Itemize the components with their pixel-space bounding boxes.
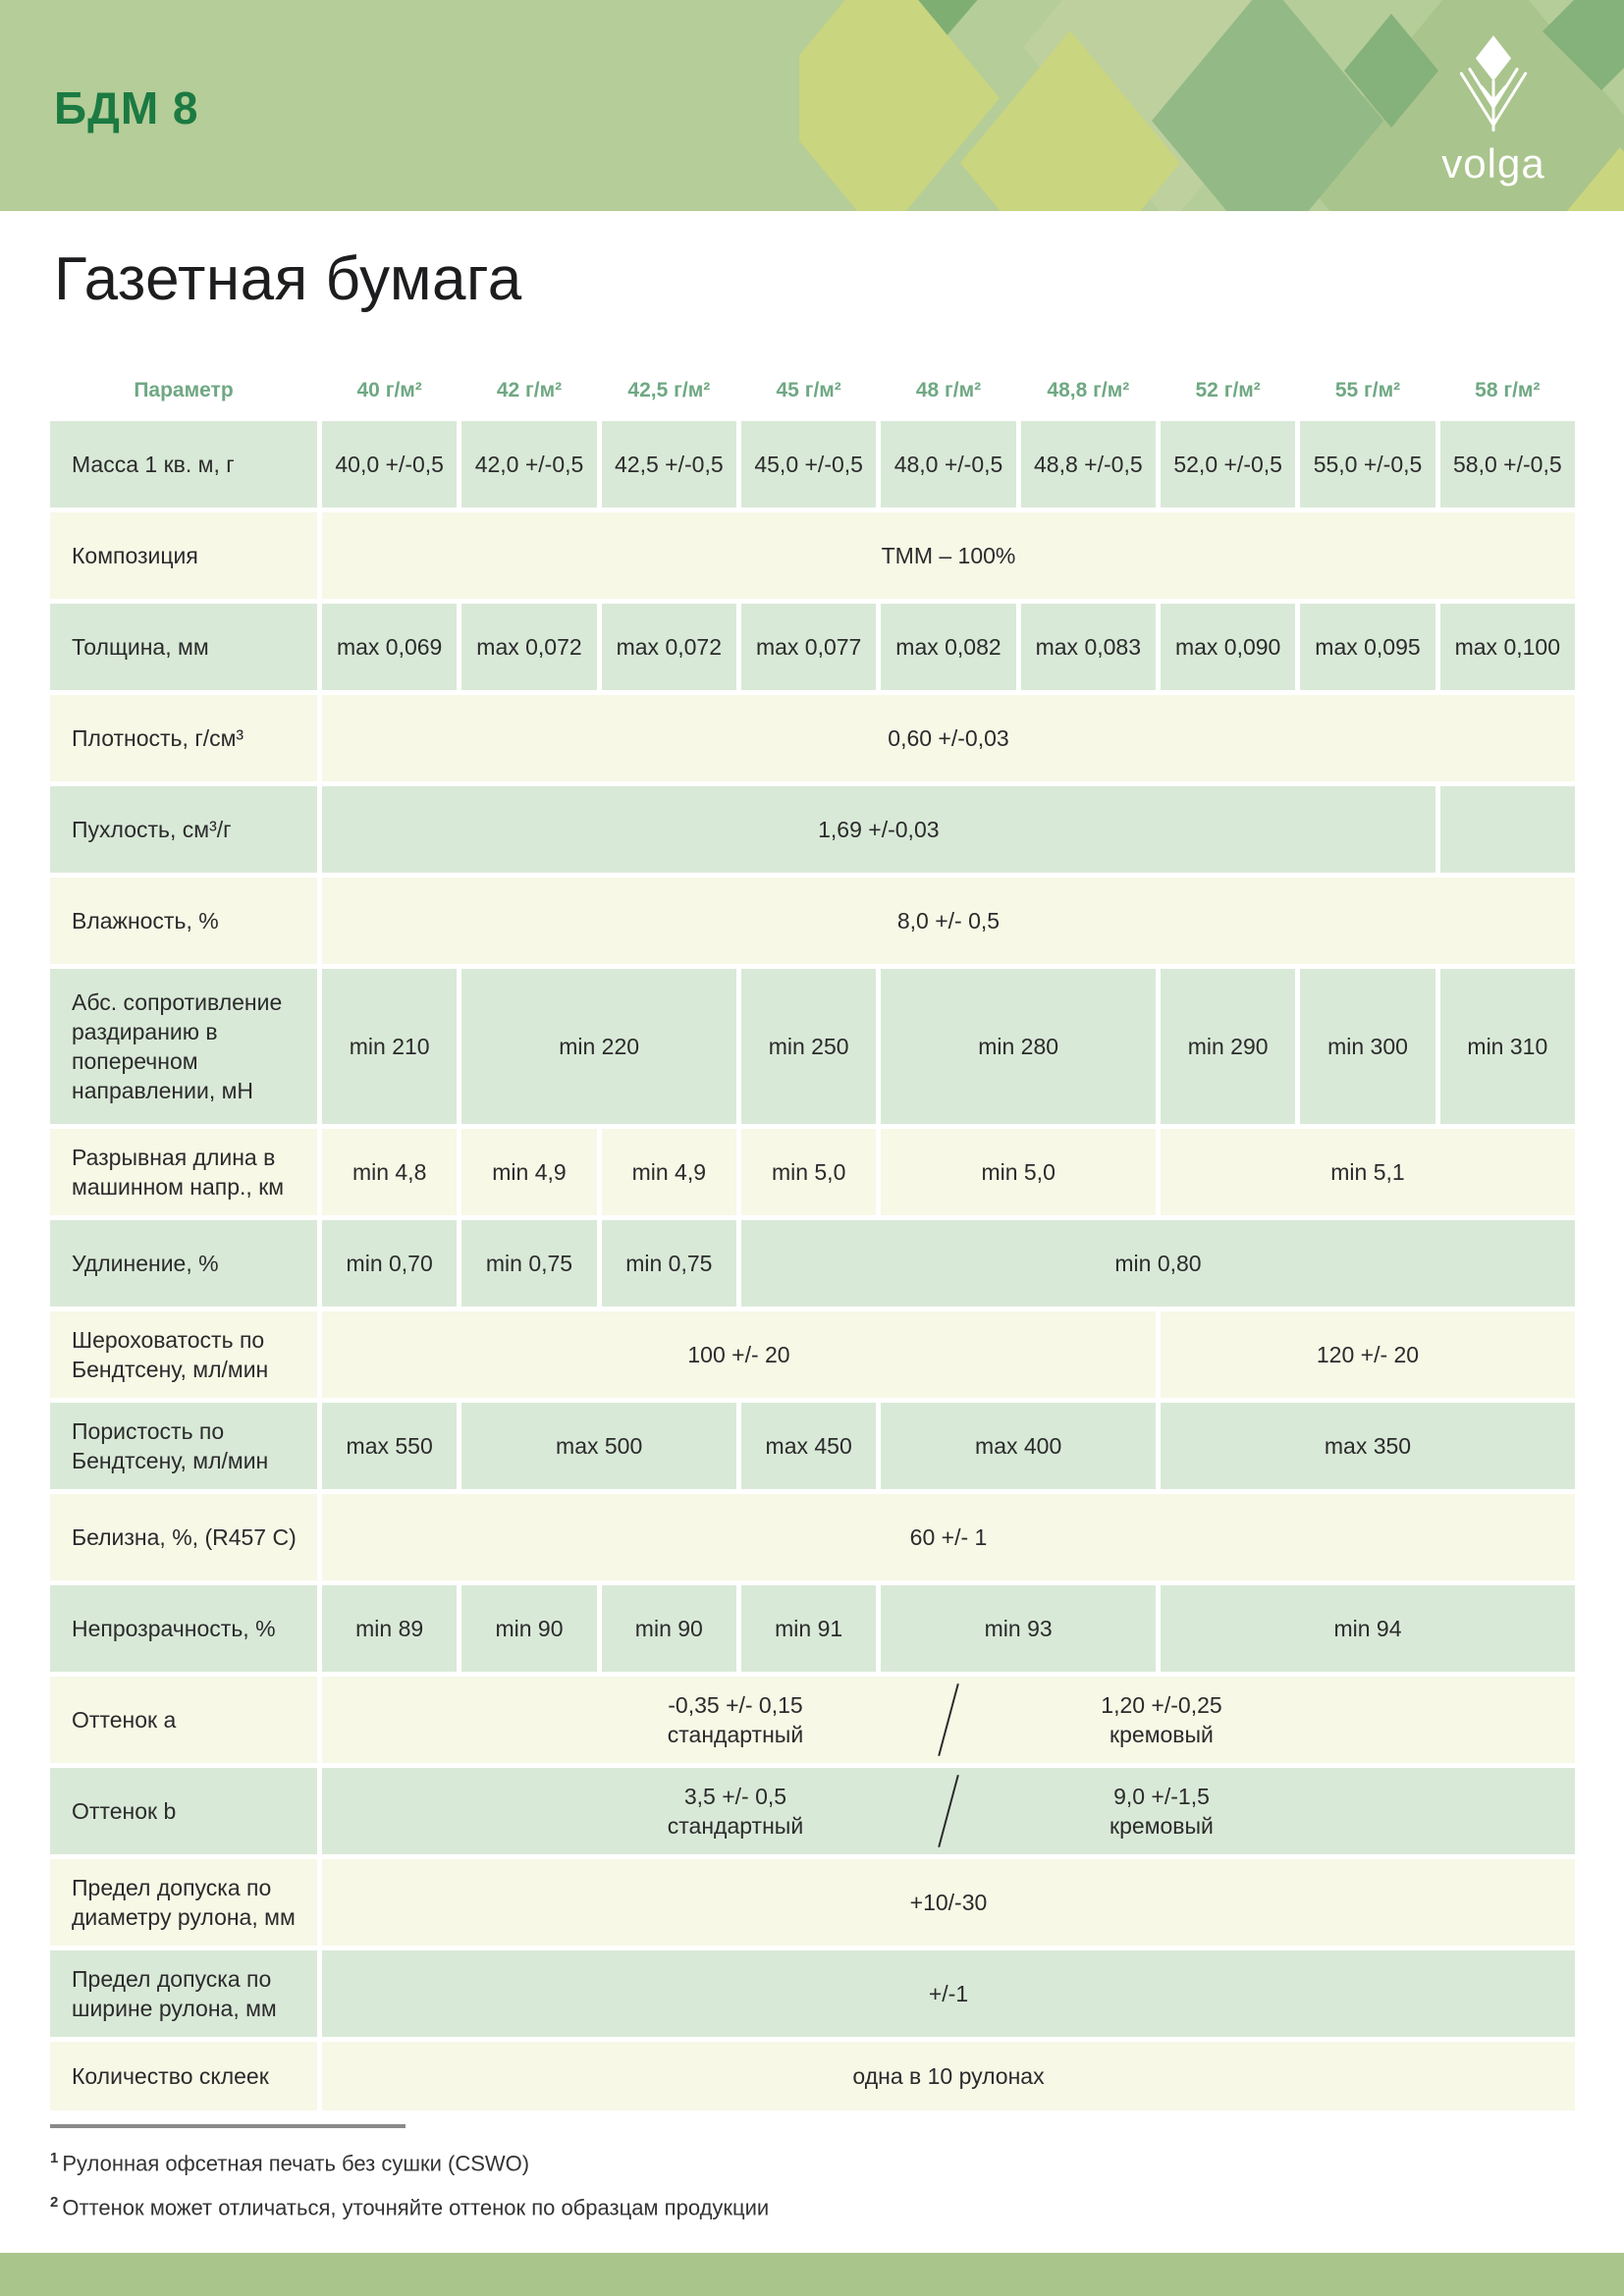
footnote-marker: 2 — [50, 2194, 59, 2212]
value-cell: 120 +/- 20 — [1161, 1311, 1575, 1398]
value-cell: min 0,70 — [322, 1220, 457, 1307]
value-cell: min 250 — [741, 969, 876, 1124]
value-cell: max 0,069 — [322, 604, 457, 690]
footnotes — [50, 2150, 1624, 2221]
value-cell: min 310 — [1440, 969, 1575, 1124]
row-label: Оттенок a — [50, 1677, 317, 1763]
page-title: Газетная бумага — [54, 245, 522, 313]
shade-label: стандартный — [667, 1813, 804, 1839]
value-cell: max 450 — [741, 1403, 876, 1489]
column-header: 45 г/м² — [776, 379, 841, 401]
machine-title: БДМ 8 — [54, 82, 199, 133]
value-cell: 1,69 +/-0,03 — [322, 786, 1435, 873]
value-cell: одна в 10 рулонах — [322, 2042, 1575, 2110]
value-cell: min 90 — [602, 1585, 736, 1672]
row-label: Белизна, %, (R457 C) — [50, 1494, 317, 1580]
column-header: 58 г/м² — [1475, 379, 1541, 401]
value-cell: min 0,75 — [461, 1220, 596, 1307]
row-label: Масса 1 кв. м, г — [50, 421, 317, 507]
value-cell: max 550 — [322, 1403, 457, 1489]
value-cell: max 0,072 — [461, 604, 596, 690]
shade-standard — [588, 1690, 883, 1749]
shade-values — [588, 1682, 1309, 1757]
value-cell: +10/-30 — [322, 1859, 1575, 1946]
value-cell: min 93 — [881, 1585, 1156, 1672]
value-cell: min 210 — [322, 969, 457, 1124]
footnote-divider — [50, 2124, 406, 2128]
column-header: 48,8 г/м² — [1047, 379, 1130, 401]
shade-cream — [1014, 1782, 1309, 1841]
param-header: Параметр — [134, 379, 234, 401]
column-header: 42,5 г/м² — [627, 379, 711, 401]
value-cell: min 4,9 — [461, 1129, 596, 1215]
value-cell: min 290 — [1161, 969, 1295, 1124]
value-cell: min 220 — [461, 969, 736, 1124]
value-cell: 100 +/- 20 — [322, 1311, 1156, 1398]
value-cell: min 4,9 — [602, 1129, 736, 1215]
volga-logo-icon — [1451, 35, 1536, 133]
shade-label: кремовый — [1110, 1722, 1214, 1747]
value-cell: 48,0 +/-0,5 — [881, 421, 1015, 507]
value-cell: max 0,095 — [1300, 604, 1435, 690]
footnote-marker: 1 — [50, 2150, 59, 2166]
value-cell: 48,8 +/-0,5 — [1021, 421, 1156, 507]
row-label: Предел допуска по диаметру рулона, мм — [50, 1859, 317, 1946]
shade-value: 3,5 +/- 0,5 — [683, 1784, 787, 1809]
row-label: Удлинение, % — [50, 1220, 317, 1307]
shade-label: кремовый — [1110, 1813, 1214, 1839]
value-cell: min 91 — [741, 1585, 876, 1672]
column-header: 42 г/м² — [496, 379, 563, 401]
row-label: Пористость по Бендтсену, мл/мин — [50, 1403, 317, 1489]
value-cell: max 0,083 — [1021, 604, 1156, 690]
value-cell: max 0,082 — [881, 604, 1015, 690]
value-cell: min 5,0 — [741, 1129, 876, 1215]
value-cell: 55,0 +/-0,5 — [1300, 421, 1435, 507]
value-cell: ТММ – 100% — [322, 512, 1575, 599]
value-cell: 45,0 +/-0,5 — [741, 421, 876, 507]
value-cell — [1440, 786, 1575, 873]
row-label: Композиция — [50, 512, 317, 599]
column-header: 52 г/м² — [1195, 379, 1261, 401]
value-cell: max 0,100 — [1440, 604, 1575, 690]
value-cell: 0,60 +/-0,03 — [322, 695, 1575, 781]
shade-slash — [938, 1683, 959, 1756]
row-label: Пухлость, см³/г — [50, 786, 317, 873]
value-cell: 40,0 +/-0,5 — [322, 421, 457, 507]
value-cell: 52,0 +/-0,5 — [1161, 421, 1295, 507]
value-cell: 42,0 +/-0,5 — [461, 421, 596, 507]
footer-bar — [0, 2253, 1624, 2296]
value-cell: min 0,80 — [741, 1220, 1575, 1307]
value-cell: max 0,072 — [602, 604, 736, 690]
value-cell: min 90 — [461, 1585, 596, 1672]
row-label: Предел допуска по ширине рулона, мм — [50, 1950, 317, 2037]
header-banner — [0, 0, 1624, 211]
footnote — [50, 2194, 1624, 2220]
value-cell: max 350 — [1161, 1403, 1575, 1489]
shade-value-cell — [322, 1768, 1575, 1854]
row-label: Влажность, % — [50, 878, 317, 964]
value-cell: min 0,75 — [602, 1220, 736, 1307]
column-header: 40 г/м² — [356, 379, 422, 401]
value-cell: 60 +/- 1 — [322, 1494, 1575, 1580]
footnote-text: Оттенок может отличаться, уточняйте оттенок по образцам продукции — [62, 2195, 770, 2220]
row-label: Непрозрачность, % — [50, 1585, 317, 1672]
column-header: 48 г/м² — [915, 379, 982, 401]
shade-value: 1,20 +/-0,25 — [1101, 1692, 1222, 1718]
spec-table — [50, 365, 1575, 2110]
footnote — [50, 2150, 1624, 2176]
shade-standard — [588, 1782, 883, 1841]
value-cell: max 0,077 — [741, 604, 876, 690]
value-cell: 58,0 +/-0,5 — [1440, 421, 1575, 507]
shade-value: 9,0 +/-1,5 — [1113, 1784, 1210, 1809]
volga-logo-text: volga — [1441, 140, 1545, 187]
footnote-text: Рулонная офсетная печать без сушки (CSWO) — [62, 2151, 530, 2176]
value-cell: max 400 — [881, 1403, 1156, 1489]
value-cell: 8,0 +/- 0,5 — [322, 878, 1575, 964]
value-cell: min 89 — [322, 1585, 457, 1672]
value-cell: min 5,1 — [1161, 1129, 1575, 1215]
value-cell: min 5,0 — [881, 1129, 1156, 1215]
shade-value: -0,35 +/- 0,15 — [668, 1692, 803, 1718]
value-cell: +/-1 — [322, 1950, 1575, 2037]
row-label: Абс. сопротивление раздиранию в поперечном направлении, мН — [50, 969, 317, 1124]
column-header: 55 г/м² — [1334, 379, 1401, 401]
row-label: Оттенок b — [50, 1768, 317, 1854]
row-label: Толщина, мм — [50, 604, 317, 690]
shade-value-cell — [322, 1677, 1575, 1763]
value-cell: min 300 — [1300, 969, 1435, 1124]
value-cell: max 500 — [461, 1403, 736, 1489]
value-cell: min 280 — [881, 969, 1156, 1124]
row-label: Разрывная длина в машинном напр., км — [50, 1129, 317, 1215]
value-cell: min 94 — [1161, 1585, 1575, 1672]
shade-label: стандартный — [667, 1722, 804, 1747]
row-label: Шероховатость по Бендтсену, мл/мин — [50, 1311, 317, 1398]
shade-values — [588, 1774, 1309, 1848]
value-cell: min 4,8 — [322, 1129, 457, 1215]
row-label: Плотность, г/см³ — [50, 695, 317, 781]
value-cell: 42,5 +/-0,5 — [602, 421, 736, 507]
volga-logo — [1420, 35, 1567, 187]
value-cell: max 0,090 — [1161, 604, 1295, 690]
shade-slash — [938, 1775, 959, 1847]
shade-cream — [1014, 1690, 1309, 1749]
row-label: Количество склеек — [50, 2042, 317, 2110]
